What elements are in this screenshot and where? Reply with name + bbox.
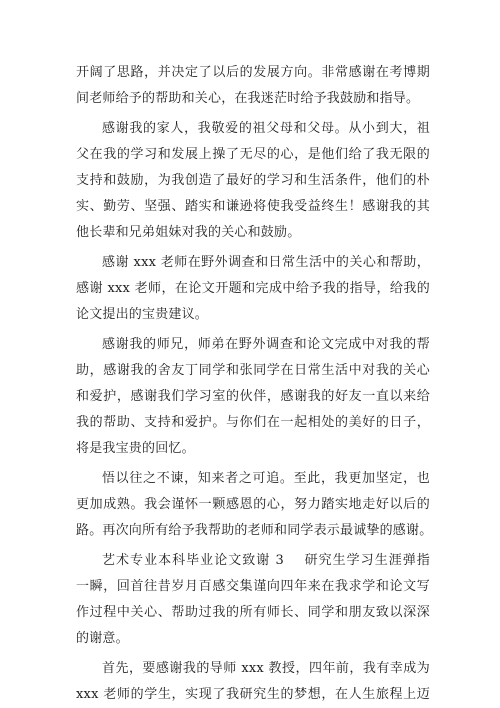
text-line: 路。再次向所有给予我帮助的老师和同学表示最诚挚的感谢。 — [76, 523, 433, 538]
text-line: 更加成熟。我会谨怀一颗感恩的心，努力踏实地走好以后的 — [76, 497, 430, 512]
text-line: 助，感谢我的舍友丁同学和张同学在日常生活中对我的关心 — [76, 363, 430, 378]
text-line: 实、勤劳、坚强、踏实和谦逊将使我受益终生！感谢我的其 — [76, 199, 430, 214]
text-line: 开阔了思路，并决定了以后的发展方向。非常感谢在考博期 — [76, 65, 430, 80]
text-line: 支持和鼓励，为我创造了最好的学习和生活条件，他们的朴 — [76, 173, 430, 188]
text-line: 的谢意。 — [76, 631, 129, 646]
text-line: 悟以往之不谏，知来者之可追。至此，我更加坚定，也 — [102, 471, 430, 486]
paragraph-classmates-thanks — [76, 332, 430, 462]
text-line: 作过程中关心、帮助过我的所有师长、同学和朋友致以深深 — [76, 605, 430, 620]
text-line: 将是我宝贵的回忆。 — [76, 441, 195, 456]
paragraph-supervisor-thanks — [76, 656, 430, 708]
text-line: 首先，要感谢我的导师 xxx 教授，四年前，我有幸成为 — [102, 661, 430, 676]
text-line: 间老师给予的帮助和关心，在我迷茫时给予我鼓励和指导。 — [76, 91, 420, 106]
text-line: 父在我的学习和发展上操了无尽的心，是他们给了我无限的 — [76, 147, 430, 162]
document-page — [76, 60, 433, 708]
paragraph-teacher-thanks — [76, 250, 430, 328]
paragraph-section-3 — [76, 548, 430, 652]
text-line: 他长辈和兄弟姐妹对我的关心和鼓励。 — [76, 225, 301, 240]
text-line: 感谢我的家人，我敬爱的祖父母和父母。从小到大，祖 — [102, 121, 430, 136]
text-line: 和爱护，感谢我们学习室的伙伴，感谢我的好友一直以来给 — [76, 389, 430, 404]
text-line: 感谢我的师兄，师弟在野外调查和论文完成中对我的帮 — [102, 337, 430, 352]
text-line: 我的帮助、支持和爱护。与你们在一起相处的美好的日子， — [76, 415, 430, 430]
paragraph-advisor-thanks — [76, 60, 430, 112]
text-line: 艺术专业本科毕业论文致谢 3 研究生学习生涯弹指 — [102, 553, 430, 568]
text-line: 感谢 xxx 老师在野外调查和日常生活中的关心和帮助， — [102, 255, 430, 270]
text-line: xxx 老师的学生，实现了我研究生的梦想，在人生旅程上迈 — [76, 687, 430, 702]
text-line: 一瞬，回首往昔岁月百感交集谨向四年来在我求学和论文写 — [76, 579, 430, 594]
paragraph-reflection — [76, 466, 433, 544]
text-line: 感谢 xxx 老师，在论文开题和完成中给予我的指导，给我的 — [76, 281, 430, 296]
text-line: 论文提出的宝贵建议。 — [76, 307, 209, 322]
paragraph-family-thanks — [76, 116, 430, 246]
